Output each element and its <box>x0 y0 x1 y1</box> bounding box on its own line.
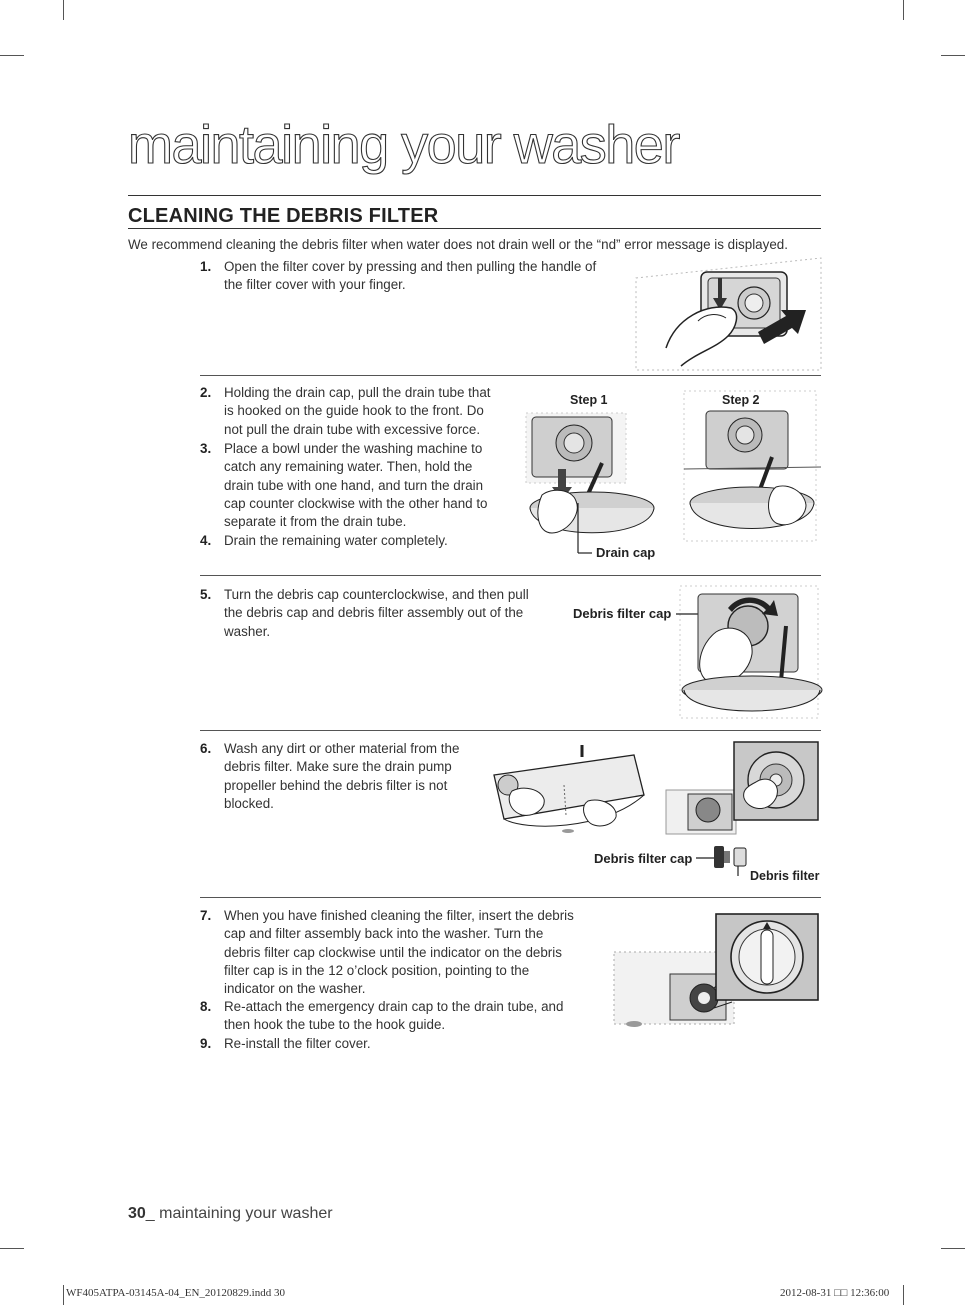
crop-mark <box>903 1285 904 1305</box>
crop-mark <box>0 55 24 56</box>
step-number: 5. <box>200 587 212 602</box>
step-number: 8. <box>200 999 212 1014</box>
step1-label: Step 1 <box>570 393 608 407</box>
step-line: blocked. <box>224 795 274 811</box>
debris-cap-removal-illustration <box>676 582 821 722</box>
step-line: cap counter clockwise with the other hand to <box>224 495 488 511</box>
step-line: Turn the debris cap counterclockwise, and then pull <box>224 587 529 602</box>
drain-step1-illustration <box>522 383 662 563</box>
step-line: Open the filter cover by pressing and then pulling the handle of <box>224 259 597 274</box>
page-number: 30 <box>128 1205 146 1222</box>
step-line: cap and filter assembly back into the washer. Turn the <box>224 926 544 942</box>
step-line: debris filter cap clockwise until the indicator on the debris <box>224 944 562 960</box>
step-number: 4. <box>200 533 212 548</box>
print-slug-left: WF405ATPA-03145A-04_EN_20120829.indd 30 <box>66 1287 285 1299</box>
step-line: When you have finished cleaning the filter, insert the debris <box>224 908 574 923</box>
intro-text: We recommend cleaning the debris filter when water does not drain well or the “nd” error message is displayed. <box>128 237 788 252</box>
step-number: 7. <box>200 908 212 923</box>
footer-separator: _ <box>145 1205 155 1222</box>
filter-reinstall-illustration <box>612 912 821 1030</box>
section-divider <box>200 375 821 376</box>
step-number: 2. <box>200 385 212 400</box>
footer-title: maintaining your washer <box>154 1205 333 1222</box>
chapter-title: maintaining your washer <box>128 115 679 175</box>
step-line: Re-install the filter cover. <box>224 1036 371 1051</box>
step-line: the filter cover with your finger. <box>224 277 406 293</box>
page-footer <box>128 1205 333 1223</box>
drain-cap-label: Drain cap <box>596 545 656 560</box>
debris-filter-parts-illustration <box>696 838 756 878</box>
chapter-rule <box>128 195 821 196</box>
step-line: washer. <box>224 623 271 639</box>
step-line: is hooked on the guide hook to the front. Do <box>224 403 484 419</box>
drain-step2-illustration <box>680 383 821 553</box>
step-line: filter cap is in the 12 o’clock position, pointing to the <box>224 962 530 978</box>
debris-filter-cap-label: Debris filter cap <box>594 851 693 866</box>
pump-propeller-illustration <box>664 740 821 836</box>
filter-cover-illustration <box>636 258 821 370</box>
debris-filter-label: Debris filter <box>750 869 820 883</box>
step-line: Place a bowl under the washing machine to <box>224 441 483 456</box>
crop-mark <box>0 1248 24 1249</box>
step-line: Holding the drain cap, pull the drain tube that <box>224 385 491 400</box>
step-number: 3. <box>200 441 212 456</box>
section-title: CLEANING THE DEBRIS FILTER <box>128 205 439 227</box>
step-line: separate it from the drain tube. <box>224 514 407 530</box>
crop-mark <box>941 1248 965 1249</box>
step-line: then hook the tube to the hook guide. <box>224 1017 446 1033</box>
crop-mark <box>903 0 904 20</box>
step-line: Wash any dirt or other material from the <box>224 741 460 756</box>
step-line: drain tube with one hand, and turn the drain <box>224 477 484 493</box>
step-number: 9. <box>200 1036 212 1051</box>
filter-washing-illustration <box>484 745 654 835</box>
section-rule <box>128 228 821 229</box>
step-line: catch any remaining water. Then, hold the <box>224 459 473 475</box>
print-slug-right: 2012-08-31 □□ 12:36:00 <box>780 1287 890 1299</box>
crop-mark <box>63 0 64 20</box>
step-line: not pull the drain tube with excessive force. <box>224 421 481 437</box>
step-line: debris filter. Make sure the drain pump <box>224 759 452 775</box>
step-line: the debris cap and debris filter assembly out of the <box>224 605 524 621</box>
step-number: 1. <box>200 259 212 274</box>
step2-label: Step 2 <box>722 393 760 407</box>
section-divider <box>200 730 821 731</box>
step-line: Re-attach the emergency drain cap to the drain tube, and <box>224 999 564 1014</box>
crop-mark <box>63 1285 64 1305</box>
section-divider <box>200 897 821 898</box>
section-divider <box>200 575 821 576</box>
step-line: propeller behind the debris filter is not <box>224 777 448 793</box>
debris-filter-cap-label: Debris filter cap <box>573 606 672 621</box>
step-line: Drain the remaining water completely. <box>224 533 448 548</box>
step-line: indicator on the washer. <box>224 981 366 997</box>
step-number: 6. <box>200 741 212 756</box>
crop-mark <box>941 55 965 56</box>
